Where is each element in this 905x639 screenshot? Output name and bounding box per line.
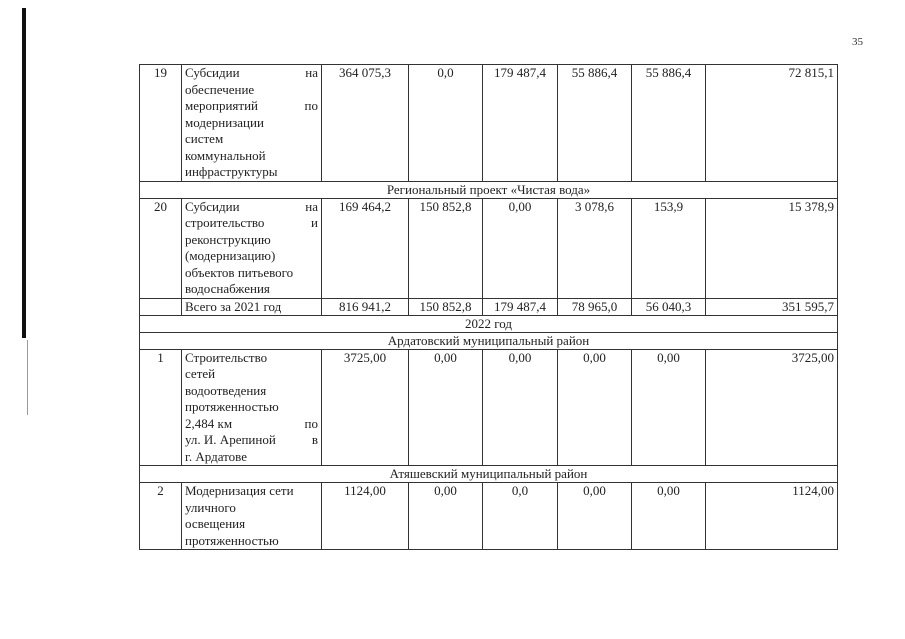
value-cell: 55 886,4 (558, 65, 632, 182)
description-word: модернизации (185, 114, 264, 130)
value-cell: 15 378,9 (706, 198, 838, 298)
description-word: (модернизацию) (185, 248, 276, 263)
value-cell: 3 078,6 (558, 198, 632, 298)
description-word: водоотведения (185, 382, 267, 398)
value-cell: 0,0 (409, 65, 483, 182)
value-cell: 153,9 (632, 198, 706, 298)
description-line (185, 416, 318, 433)
scan-edge-mark-faint (27, 340, 28, 415)
section-title: Региональный проект «Чистая вода» (140, 181, 838, 198)
budget-table (139, 64, 838, 550)
section-title: Ардатовский муниципальный район (140, 332, 838, 349)
value-cell: 351 595,7 (706, 298, 838, 315)
row-description (182, 198, 322, 298)
description-word: Строительство (185, 349, 268, 365)
row-description (182, 483, 322, 550)
section-row (140, 181, 838, 198)
description-line (185, 516, 318, 533)
value-cell: 0,00 (632, 349, 706, 466)
description-word: водоснабжения (185, 281, 270, 296)
description-line (185, 366, 318, 383)
description-line (185, 399, 318, 416)
description-line (185, 281, 318, 298)
total-label: Всего за 2021 год (182, 298, 322, 315)
value-cell: 150 852,8 (409, 198, 483, 298)
description-word: обеспечение (185, 81, 255, 97)
section-title: 2022 год (140, 315, 838, 332)
description-line (185, 483, 318, 500)
description-word: Модернизация сети (185, 483, 294, 498)
value-cell: 816 941,2 (322, 298, 409, 315)
description-word: реконструкцию (185, 231, 271, 247)
description-line (185, 383, 318, 400)
description-line (185, 148, 318, 165)
row-description (182, 349, 322, 466)
value-cell: 1124,00 (706, 483, 838, 550)
description-word: протяженностью (185, 532, 279, 548)
table-row (140, 198, 838, 298)
description-word: г. Ардатове (185, 448, 247, 464)
description-line (185, 115, 318, 132)
value-cell: 0,00 (558, 349, 632, 466)
description-word: сетей (185, 366, 216, 381)
table-row (140, 483, 838, 550)
value-cell: 150 852,8 (409, 298, 483, 315)
row-description (182, 65, 322, 182)
value-cell: 3725,00 (322, 349, 409, 466)
description-word: на (305, 65, 318, 80)
description-word: Субсидии (185, 198, 240, 214)
row-number: 20 (140, 198, 182, 298)
value-cell: 56 040,3 (632, 298, 706, 315)
table-body (140, 65, 838, 550)
value-cell: 0,00 (632, 483, 706, 550)
section-row (140, 315, 838, 332)
description-line (185, 432, 318, 449)
section-title: Атяшевский муниципальный район (140, 466, 838, 483)
description-word: уличного (185, 499, 236, 515)
description-line (185, 98, 318, 115)
description-line (185, 215, 318, 232)
description-word: строительство (185, 215, 265, 230)
value-cell: 0,0 (483, 483, 558, 550)
description-word: по (304, 98, 318, 113)
value-cell: 78 965,0 (558, 298, 632, 315)
description-line (185, 449, 318, 466)
description-line (185, 131, 318, 148)
description-word: и (311, 215, 318, 230)
section-row (140, 466, 838, 483)
value-cell: 55 886,4 (632, 65, 706, 182)
section-row (140, 332, 838, 349)
value-cell: 364 075,3 (322, 65, 409, 182)
description-line (185, 533, 318, 550)
value-cell: 0,00 (558, 483, 632, 550)
row-number: 2 (140, 483, 182, 550)
description-line (185, 82, 318, 99)
value-cell: 179 487,4 (483, 298, 558, 315)
description-word: мероприятий (185, 98, 258, 113)
description-line (185, 265, 318, 282)
value-cell: 0,00 (483, 198, 558, 298)
description-word: коммунальной (185, 147, 266, 163)
value-cell: 169 464,2 (322, 198, 409, 298)
description-line (185, 500, 318, 517)
value-cell: 72 815,1 (706, 65, 838, 182)
description-word: Субсидии (185, 65, 240, 80)
description-word: систем (185, 131, 224, 146)
description-word: инфраструктуры (185, 164, 278, 179)
page-number: 35 (852, 36, 863, 48)
value-cell: 0,00 (409, 483, 483, 550)
description-word: в (311, 432, 318, 447)
value-cell: 0,00 (483, 349, 558, 466)
description-line (185, 164, 318, 181)
table-row (140, 65, 838, 182)
description-word: на (305, 198, 318, 214)
value-cell: 0,00 (409, 349, 483, 466)
row-number: 1 (140, 349, 182, 466)
value-cell: 3725,00 (706, 349, 838, 466)
description-line (185, 199, 318, 216)
total-row (140, 298, 838, 315)
description-word: освещения (185, 516, 246, 531)
description-word: объектов питьевого (185, 264, 294, 280)
row-number: 19 (140, 65, 182, 182)
row-number-cell (140, 298, 182, 315)
description-word: ул. И. Арепиной (185, 432, 276, 447)
value-cell: 1124,00 (322, 483, 409, 550)
table-row (140, 349, 838, 466)
description-line (185, 65, 318, 82)
value-cell: 179 487,4 (483, 65, 558, 182)
description-word: протяженностью (185, 399, 279, 414)
description-word: по (304, 415, 318, 431)
description-line (185, 248, 318, 265)
scan-edge-mark (22, 8, 26, 338)
description-line (185, 232, 318, 249)
description-word: 2,484 км (185, 415, 233, 431)
description-line (185, 350, 318, 367)
